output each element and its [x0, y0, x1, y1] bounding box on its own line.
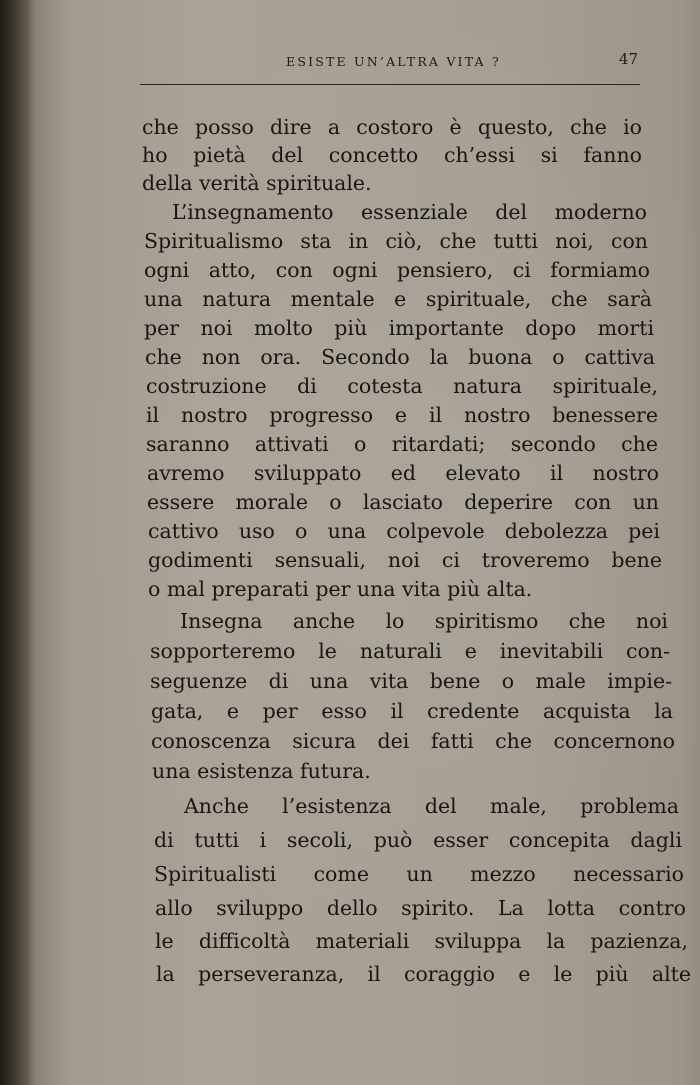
text-line: conoscenza sicura dei fatti che concernono	[151, 729, 675, 753]
text-line: la perseveranza, il coraggio e le più alte	[156, 962, 691, 986]
text-line: essere morale o lasciato deperire con un	[147, 490, 659, 514]
text-line: Anche l’esistenza del male, problema	[184, 794, 679, 818]
text-line: di tutti i secoli, può esser concepita dagli	[154, 828, 682, 852]
running-head	[140, 44, 640, 85]
text-line: o mal preparati per una vita più alta.	[148, 577, 533, 601]
running-title: ESISTE UN’ALTRA VITA ?	[286, 54, 501, 69]
text-line: Insegna anche lo spiritismo che noi	[180, 609, 668, 633]
text-line: una natura mentale e spirituale, che sarà	[144, 287, 652, 311]
text-line: che non ora. Secondo la buona o cattiva	[145, 345, 655, 369]
text-line: saranno attivati o ritardati; secondo che	[146, 432, 658, 456]
book-gutter	[0, 0, 34, 1085]
text-line: le difficoltà materiali sviluppa la pazienza,	[155, 929, 688, 953]
text-line: L’insegnamento essenziale del moderno	[172, 200, 647, 224]
page-number: 47	[618, 50, 638, 68]
text-line: una esistenza futura.	[152, 759, 371, 783]
text-line: Spiritualisti come un mezzo necessario	[154, 862, 684, 886]
text-line: costruzione di cotesta natura spirituale,	[146, 374, 658, 398]
text-line: Spiritualismo sta in ciò, che tutti noi, con	[144, 229, 648, 253]
text-line: cattivo uso o una colpevole debolezza pei	[148, 519, 660, 543]
text-line: ho pietà del concetto ch’essi si fanno	[142, 143, 642, 167]
text-line: godimenti sensuali, noi ci troveremo bene	[148, 548, 662, 572]
text-line: ogni atto, con ogni pensiero, ci formiamo	[144, 258, 650, 282]
text-line: il nostro progresso e il nostro benessere	[146, 403, 658, 427]
text-line: allo sviluppo dello spirito. La lotta contro	[155, 896, 686, 920]
text-line: seguenze di una vita bene o male impie-	[150, 669, 672, 693]
text-line: che posso dire a costoro è questo, che io	[142, 115, 642, 139]
text-line: sopporteremo le naturali e inevitabili con-	[150, 639, 670, 663]
text-line: avremo sviluppato ed elevato il nostro	[147, 461, 659, 485]
text-line: gata, e per esso il credente acquista la	[151, 699, 673, 723]
text-line: della verità spirituale.	[142, 171, 372, 195]
text-line: per noi molto più importante dopo morti	[144, 316, 654, 340]
